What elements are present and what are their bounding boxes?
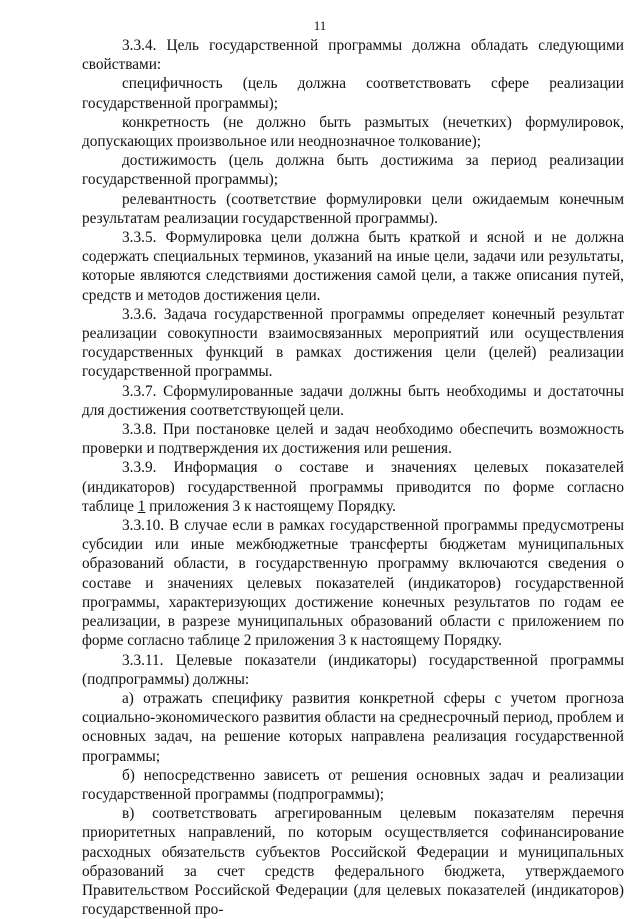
table-1-reference: 1 xyxy=(137,497,146,515)
paragraph-relevance: релевантность (соответствие формулировки цели ожидаемым конечным результатам реализации государственной программы). xyxy=(82,190,624,227)
paragraph-3-3-11: 3.3.11. Целевые показатели (индикаторы) государственной программы (подпрограммы) должны: xyxy=(82,651,624,688)
document-body xyxy=(82,36,624,919)
paragraph-achievability: достижимость (цель должна быть достижима за период реализации государственной программы); xyxy=(82,152,624,189)
paragraph-3-3-9-text-end: приложения 3 к настоящему Порядку. xyxy=(145,497,396,515)
paragraph-3-3-5: 3.3.5. Формулировка цели должна быть краткой и ясной и не должна содержать специальных терминов, указаний на иные цели, задачи или результаты, которые являются следствиями достижения самой цели, а также описания путей, средств и методов достижения цели. xyxy=(82,229,624,304)
paragraph-3-3-9-text-start: 3.3.9. Информация о составе и значениях целевых показателей (индикаторов) государственной программы приводится по форме согласно таблице xyxy=(82,459,624,515)
paragraph-3-3-4: 3.3.4. Цель государственной программы должна обладать следующими свойствами: xyxy=(82,37,624,74)
paragraph-item-b: б) непосредственно зависеть от решения основных задач и реализации государственной программы (подпрограммы); xyxy=(82,766,624,803)
paragraph-3-3-8: 3.3.8. При постановке целей и задач необходимо обеспечить возможность проверки и подтверждения их достижения или решения. xyxy=(82,421,624,458)
page-number: 11 xyxy=(313,18,327,33)
paragraph-3-3-6: 3.3.6. Задача государственной программы определяет конечный результат реализации совокупности взаимосвязанных мероприятий или осуществления государственных функций в рамках достижения цели (целей) реализации государственной программы. xyxy=(82,305,624,381)
paragraph-item-a: а) отражать специфику развития конкретной сферы с учетом прогноза социально-экономического развития области на среднесрочный период, проблем и основных задач, на решение которых направлена реализация государственной программы; xyxy=(82,689,624,765)
paragraph-3-3-9 xyxy=(82,458,624,516)
paragraph-concreteness: конкретность (не должно быть размытых (нечетких) формулировок, допускающих произвольное или неоднозначное толкование); xyxy=(82,113,624,151)
paragraph-specificity: специфичность (цель должна соответствовать сфере реализации государственной программы); xyxy=(82,75,624,112)
paragraph-item-v: в) соответствовать агрегированным целевым показателям перечня приоритетных направлений, по которым осуществляется софинансирование расходных обязательств субъектов Российской Федерации и муниципальных образований за счет средств федерального бюджета, утверждаемого Правительством Российской Федерации (для целевых показателей (индикаторов) государственной про- xyxy=(82,805,624,919)
paragraph-3-3-7: 3.3.7. Сформулированные задачи должны быть необходимы и достаточны для достижения соответствующей цели. xyxy=(82,382,624,419)
paragraph-3-3-10: 3.3.10. В случае если в рамках государственной программы предусмотрены субсидии или иные межбюджетные трансферты бюджетам муниципальных образований области, в государственную программу включаются сведения о составе и значениях целевых показателей (индикаторов) государственной программы, характеризующих достижение конечных результатов по годам ее реализации, в разрезе муниципальных образований области с приложением по форме согласно таблице 2 приложения 3 к настоящему Порядку. xyxy=(82,517,624,650)
